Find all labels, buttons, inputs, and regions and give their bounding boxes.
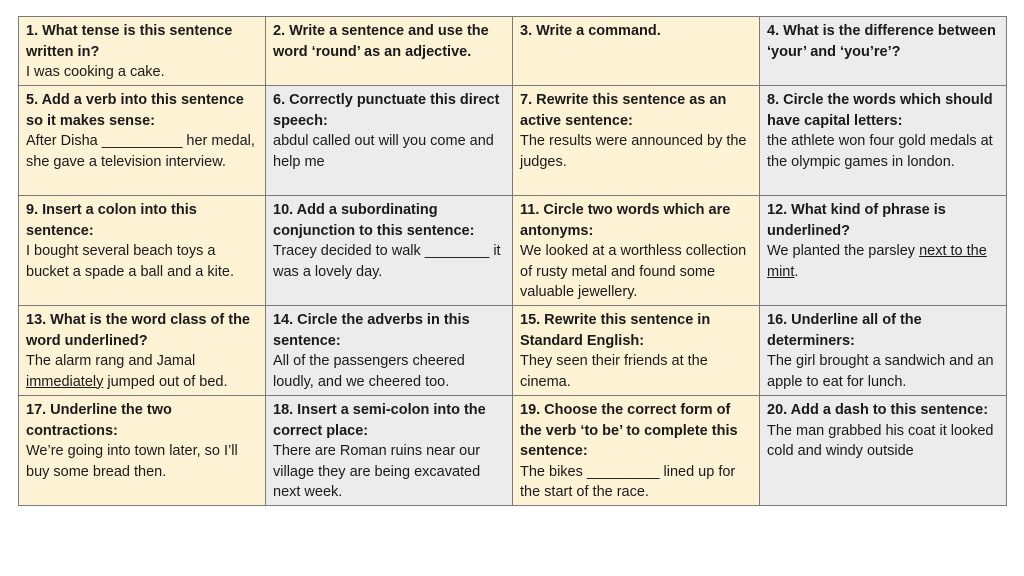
question-text: The bikes _________ lined up for the start of the race. [520, 463, 736, 500]
question-prompt: 5. Add a verb into this sentence so it makes sense: [26, 92, 244, 129]
question-cell-4 [760, 17, 1007, 86]
question-prompt: 12. What kind of phrase is underlined? [767, 202, 946, 239]
question-cell-6 [266, 86, 513, 196]
question-text: We’re going into town later, so I’ll buy some bread then. [26, 443, 238, 480]
question-cell-9 [19, 196, 266, 306]
question-prompt: 14. Circle the adverbs in this sentence: [273, 312, 470, 349]
question-cell-7 [513, 86, 760, 196]
question-text: The man grabbed his coat it looked cold and windy outside [767, 422, 994, 459]
question-prompt: 15. Rewrite this sentence in Standard English: [520, 312, 711, 349]
question-prompt: 8. Circle the words which should have capital letters: [767, 92, 993, 129]
question-prompt: 17. Underline the two contractions: [26, 402, 172, 439]
question-text: After Disha __________ her medal, she gave a television interview. [26, 133, 255, 170]
question-text [26, 351, 258, 392]
underlined-word: immediately [26, 373, 104, 390]
question-text: I was cooking a cake. [26, 64, 165, 80]
question-prompt: 2. Write a sentence and use the word ‘round’ as an adjective. [273, 23, 489, 60]
question-prompt: 3. Write a command. [520, 23, 661, 39]
question-cell-12 [760, 196, 1007, 306]
question-prompt: 6. Correctly punctuate this direct speech: [273, 92, 500, 129]
table-row [19, 17, 1007, 86]
question-text: They seen their friends at the cinema. [520, 353, 708, 390]
question-cell-17 [19, 396, 266, 506]
question-prompt: 11. Circle two words which are antonyms: [520, 202, 731, 239]
question-cell-20 [760, 396, 1007, 506]
question-text: The girl brought a sandwich and an apple to eat for lunch. [767, 353, 994, 390]
text-after: jumped out of bed. [103, 373, 228, 390]
question-text: the athlete won four gold medals at the olympic games in london. [767, 133, 993, 170]
text-before: The alarm rang and Jamal [26, 353, 196, 369]
table-row [19, 396, 1007, 506]
question-prompt: 13. What is the word class of the word underlined? [26, 312, 250, 349]
question-text: The results were announced by the judges. [520, 133, 747, 170]
table-row [19, 86, 1007, 196]
text-after: . [794, 263, 799, 280]
question-cell-13 [19, 306, 266, 396]
question-prompt: 19. Choose the correct form of the verb ‘to be’ to complete this sentence: [520, 402, 738, 459]
question-cell-8 [760, 86, 1007, 196]
table-row [19, 306, 1007, 396]
table-row [19, 196, 1007, 306]
question-cell-3 [513, 17, 760, 86]
question-prompt: 10. Add a subordinating conjunction to this sentence: [273, 202, 475, 239]
question-text: All of the passengers cheered loudly, and we cheered too. [273, 353, 465, 390]
question-cell-16 [760, 306, 1007, 396]
question-text [767, 241, 999, 282]
question-prompt: 7. Rewrite this sentence as an active sentence: [520, 92, 727, 129]
question-prompt: 1. What tense is this sentence written in? [26, 23, 233, 60]
underlined-phrase: next to the mint [767, 243, 987, 280]
question-prompt: 16. Underline all of the determiners: [767, 312, 922, 349]
question-prompt: 9. Insert a colon into this sentence: [26, 202, 197, 239]
text-before: We planted the parsley [767, 243, 920, 259]
question-cell-11 [513, 196, 760, 306]
question-cell-10 [266, 196, 513, 306]
question-prompt: 18. Insert a semi-colon into the correct place: [273, 402, 486, 439]
question-prompt: 20. Add a dash to this sentence: [767, 402, 989, 418]
question-cell-19 [513, 396, 760, 506]
question-cell-18 [266, 396, 513, 506]
grammar-questions-grid [18, 16, 1007, 506]
question-cell-14 [266, 306, 513, 396]
question-cell-15 [513, 306, 760, 396]
question-cell-1 [19, 17, 266, 86]
question-text: abdul called out will you come and help me [273, 133, 494, 170]
question-text: We looked at a worthless collection of rusty metal and found some valuable jewellery. [520, 243, 747, 300]
question-cell-5 [19, 86, 266, 196]
question-prompt: 4. What is the difference between ‘your’ and ‘you’re’? [767, 23, 996, 60]
question-text: Tracey decided to walk ________ it was a lovely day. [273, 243, 501, 280]
question-text: I bought several beach toys a bucket a spade a ball and a kite. [26, 243, 234, 280]
question-cell-2 [266, 17, 513, 86]
question-text: There are Roman ruins near our village they are being excavated next week. [273, 443, 481, 500]
